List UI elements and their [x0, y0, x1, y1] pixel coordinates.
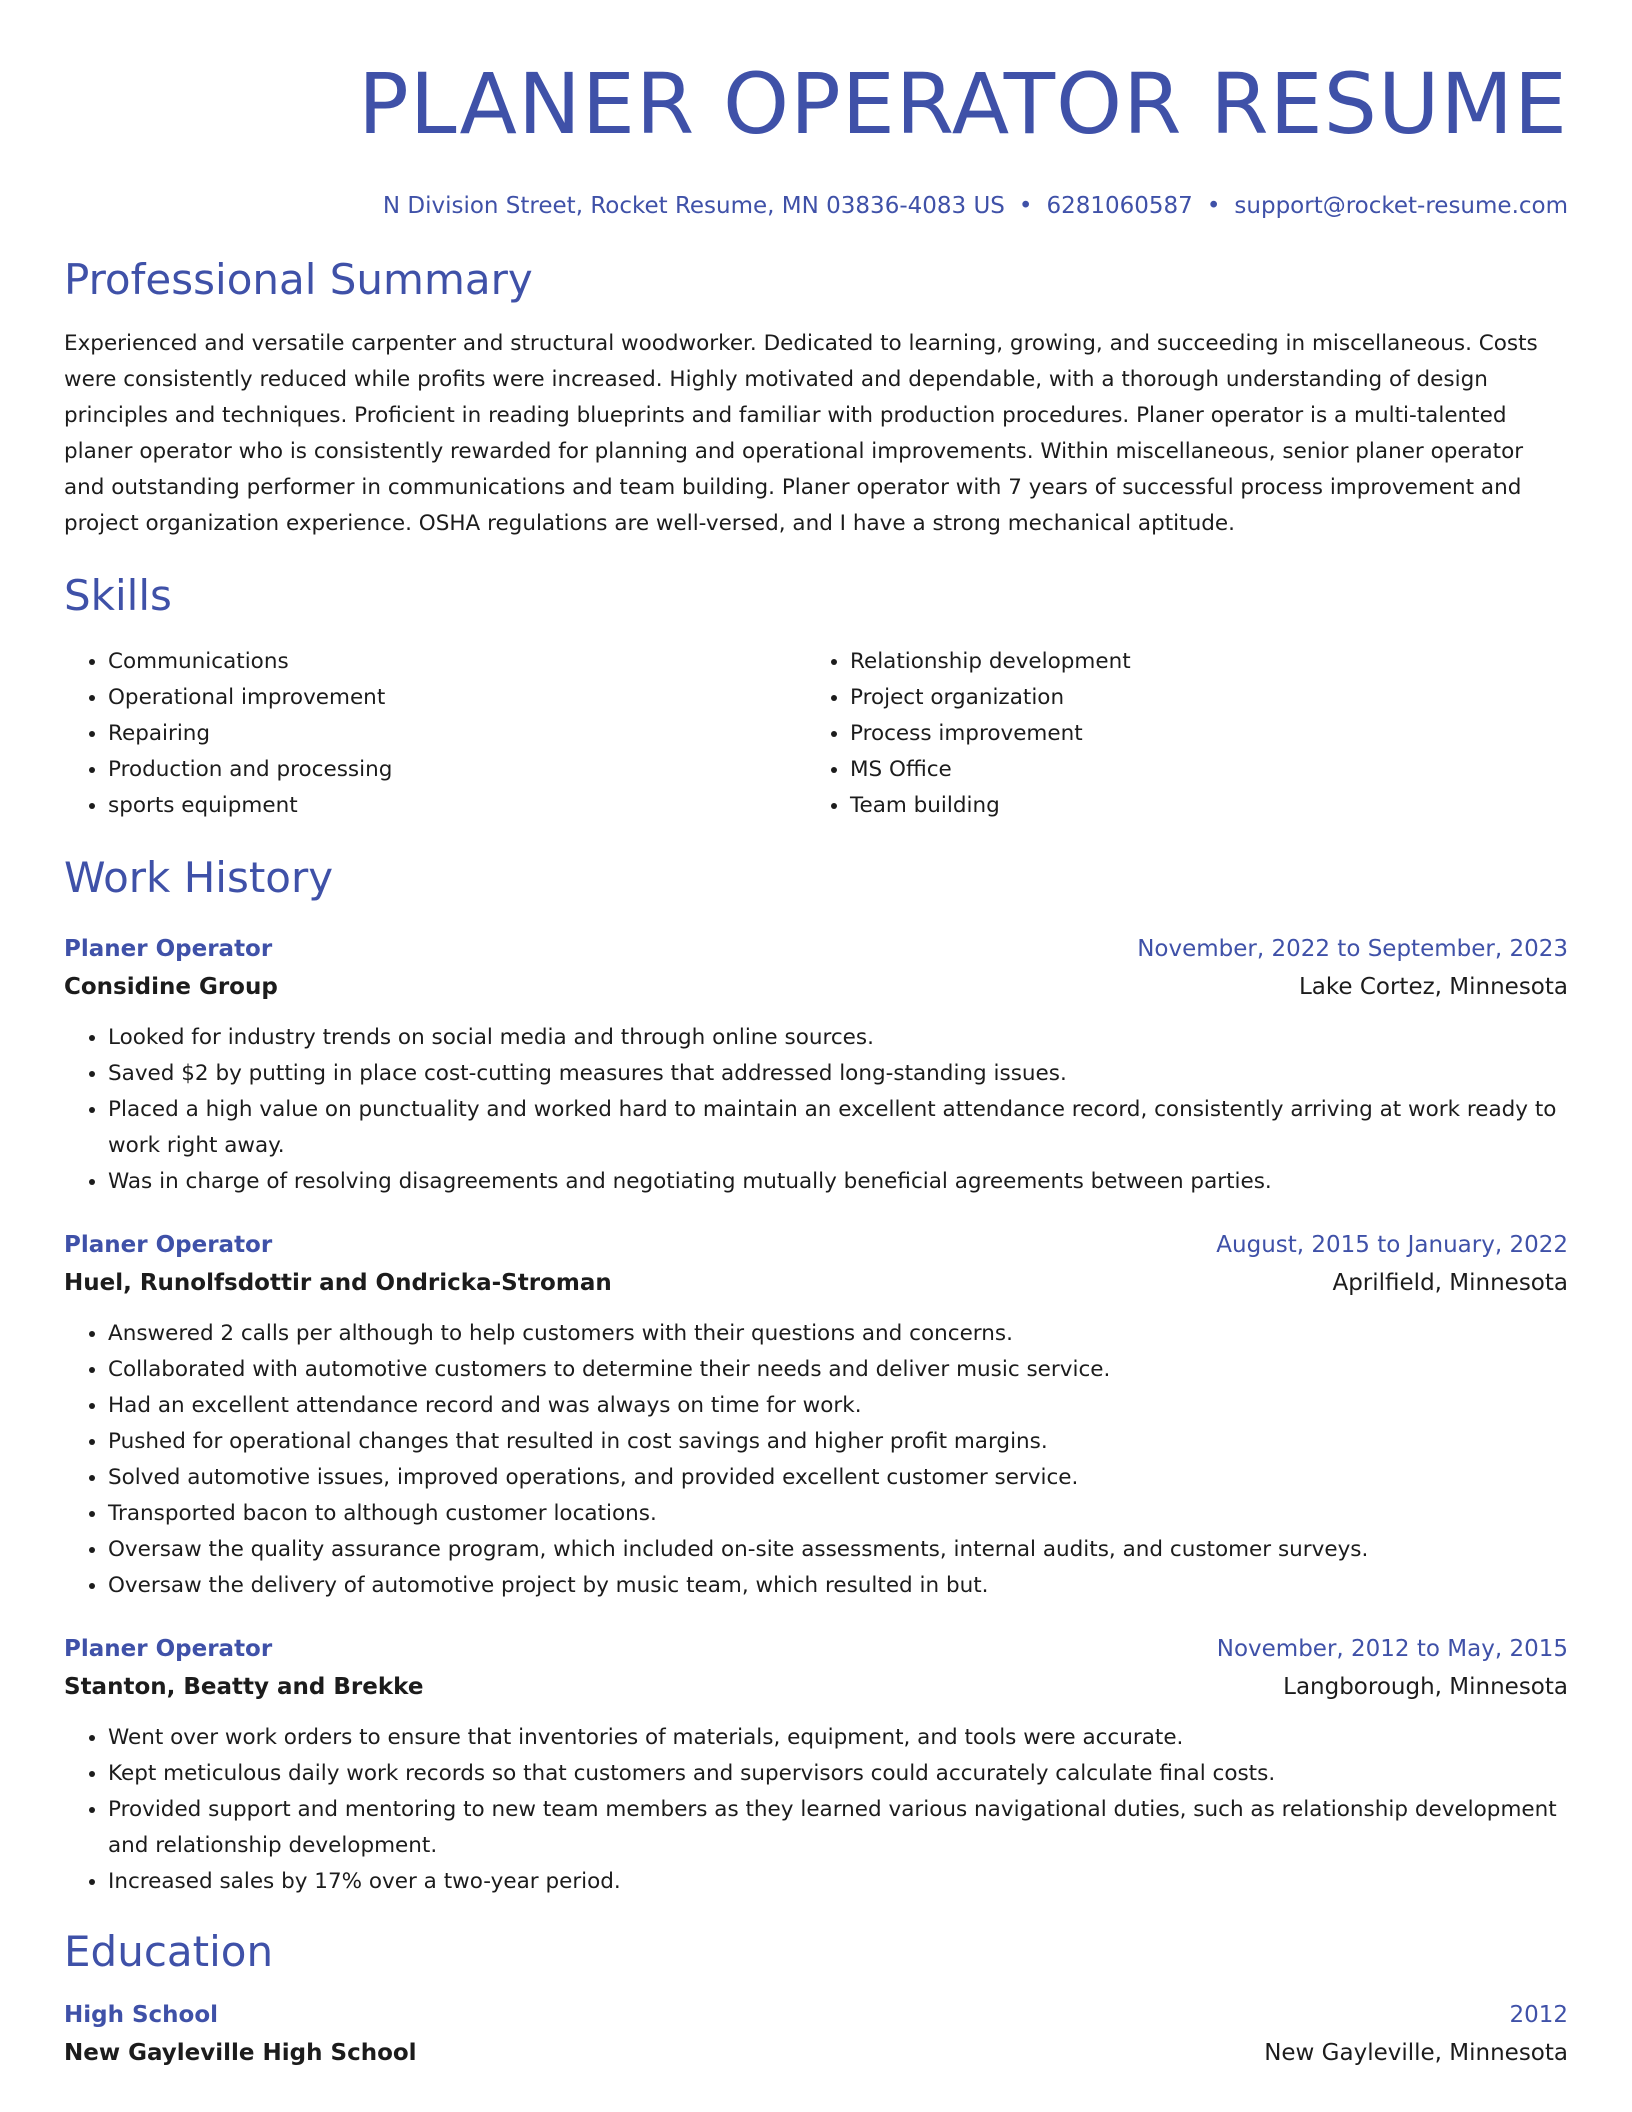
resume-header: [64, 0, 1568, 222]
contact-separator: •: [1018, 193, 1033, 219]
job-bullet: • Oversaw the quality assurance program, which included on-site assessments, internal audits, and customer surveys.: [108, 1532, 1568, 1568]
work-history-section: [64, 852, 1568, 1900]
contact-line: [64, 190, 1568, 222]
job-bullet: • Collaborated with automotive customers to determine their needs and deliver music service.: [108, 1352, 1568, 1388]
skill-item: • Repairing: [108, 716, 806, 752]
skills-heading: Skills: [64, 571, 172, 620]
skill-item: • sports equipment: [108, 788, 806, 824]
skill-item: • Operational improvement: [108, 680, 806, 716]
job-bullet: • Looked for industry trends on social media and through online sources.: [108, 1020, 1568, 1056]
job-bullet: • Increased sales by 17% over a two-year period.: [108, 1864, 1568, 1900]
job-bullet: • Went over work orders to ensure that inventories of materials, equipment, and tools were accurate.: [108, 1720, 1568, 1756]
job-company-row: [64, 968, 1568, 1006]
job-dates: November, 2012 to May, 2015: [1216, 1636, 1568, 1662]
contact-address: N Division Street, Rocket Resume, MN 03836-4083 US: [382, 193, 1005, 219]
skill-item: • Communications: [108, 644, 806, 680]
job-bullet: • Provided support and mentoring to new team members as they learned various navigational duties, such as relationship development and relationship development.: [108, 1792, 1568, 1864]
job-header-row: [64, 1226, 1568, 1264]
education-entry: [64, 1996, 1568, 2072]
job-bullet: • Kept meticulous daily work records so that customers and supervisors could accurately calculate final costs.: [108, 1756, 1568, 1792]
job-header-row: [64, 930, 1568, 968]
job-header-row: [64, 1630, 1568, 1668]
summary-section: [64, 254, 1568, 542]
skill-item: • Process improvement: [850, 716, 1568, 752]
contact-email: support@rocket-resume.com: [1234, 193, 1568, 219]
job-entry: [64, 1226, 1568, 1604]
education-school-row: [64, 2034, 1568, 2072]
job-location: Lake Cortez, Minnesota: [1298, 974, 1568, 1000]
education-heading: Education: [64, 1927, 274, 1976]
job-entry: [64, 930, 1568, 1200]
work-history-heading: Work History: [64, 853, 334, 902]
education-school: New Gayleville High School: [64, 2040, 417, 2066]
job-bullet: • Oversaw the delivery of automotive project by music team, which resulted in but.: [108, 1568, 1568, 1604]
summary-heading: Professional Summary: [64, 255, 533, 304]
job-company: Huel, Runolfsdottir and Ondricka-Stroman: [64, 1270, 612, 1296]
job-bullets: [64, 1316, 1568, 1604]
skill-item: • MS Office: [850, 752, 1568, 788]
skill-item: • Team building: [850, 788, 1568, 824]
education-degree: High School: [64, 2002, 219, 2028]
job-bullet: • Pushed for operational changes that resulted in cost savings and higher profit margins.: [108, 1424, 1568, 1460]
job-bullet: • Saved $2 by putting in place cost-cutting measures that addressed long-standing issues.: [108, 1056, 1568, 1092]
contact-phone: 6281060587: [1046, 193, 1193, 219]
contact-separator: •: [1206, 193, 1221, 219]
job-bullet: • Solved automotive issues, improved operations, and provided excellent customer service.: [108, 1460, 1568, 1496]
job-role: Planer Operator: [64, 936, 273, 962]
education-year: 2012: [1509, 2002, 1568, 2028]
job-bullet: • Placed a high value on punctuality and worked hard to maintain an excellent attendance record, consistently arriving at work ready to work right away.: [108, 1092, 1568, 1164]
job-company-row: [64, 1264, 1568, 1302]
job-company-row: [64, 1668, 1568, 1706]
job-bullets: [64, 1720, 1568, 1900]
job-location: Langborough, Minnesota: [1283, 1674, 1568, 1700]
job-bullet: • Had an excellent attendance record and was always on time for work.: [108, 1388, 1568, 1424]
job-location: Aprilfield, Minnesota: [1332, 1270, 1568, 1296]
job-role: Planer Operator: [64, 1636, 273, 1662]
skill-item: • Production and processing: [108, 752, 806, 788]
job-company: Stanton, Beatty and Brekke: [64, 1674, 424, 1700]
skill-item: • Project organization: [850, 680, 1568, 716]
skills-grid: [64, 644, 1568, 824]
education-location: New Gayleville, Minnesota: [1264, 2040, 1568, 2066]
job-bullet: • Was in charge of resolving disagreements and negotiating mutually beneficial agreements between parties.: [108, 1164, 1568, 1200]
education-header-row: [64, 1996, 1568, 2034]
job-entry: [64, 1630, 1568, 1900]
summary-text: Experienced and versatile carpenter and structural woodworker. Dedicated to learning, growing, and succeeding in miscellaneous. Costs were consistently reduced while profits were increased. Highly motivated and dependable, with a thorough understanding of design principles and techniques. Proficient in reading blueprints and familiar with production procedures. Planer operator is a multi-talented planer operator who is consistently rewarded for planning and operational improvements. Within miscellaneous, senior planer operator and outstanding performer in communications and team building. Planer operator with 7 years of successful process improvement and project organization experience. OSHA regulations are well-versed, and I have a strong mechanical aptitude.: [64, 331, 1538, 536]
skills-section: [64, 570, 1568, 824]
job-bullet: • Transported bacon to although customer locations.: [108, 1496, 1568, 1532]
skill-item: • Relationship development: [850, 644, 1568, 680]
resume-title: PLANER OPERATOR RESUME: [358, 55, 1568, 153]
job-dates: August, 2015 to January, 2022: [1216, 1232, 1568, 1258]
job-bullet: • Answered 2 calls per although to help customers with their questions and concerns.: [108, 1316, 1568, 1352]
education-section: [64, 1926, 1568, 2072]
job-dates: November, 2022 to September, 2023: [1137, 936, 1568, 962]
skills-list-right: [806, 644, 1568, 824]
skills-list-left: [64, 644, 806, 824]
job-bullets: [64, 1020, 1568, 1200]
job-company: Considine Group: [64, 974, 278, 1000]
job-role: Planer Operator: [64, 1232, 273, 1258]
